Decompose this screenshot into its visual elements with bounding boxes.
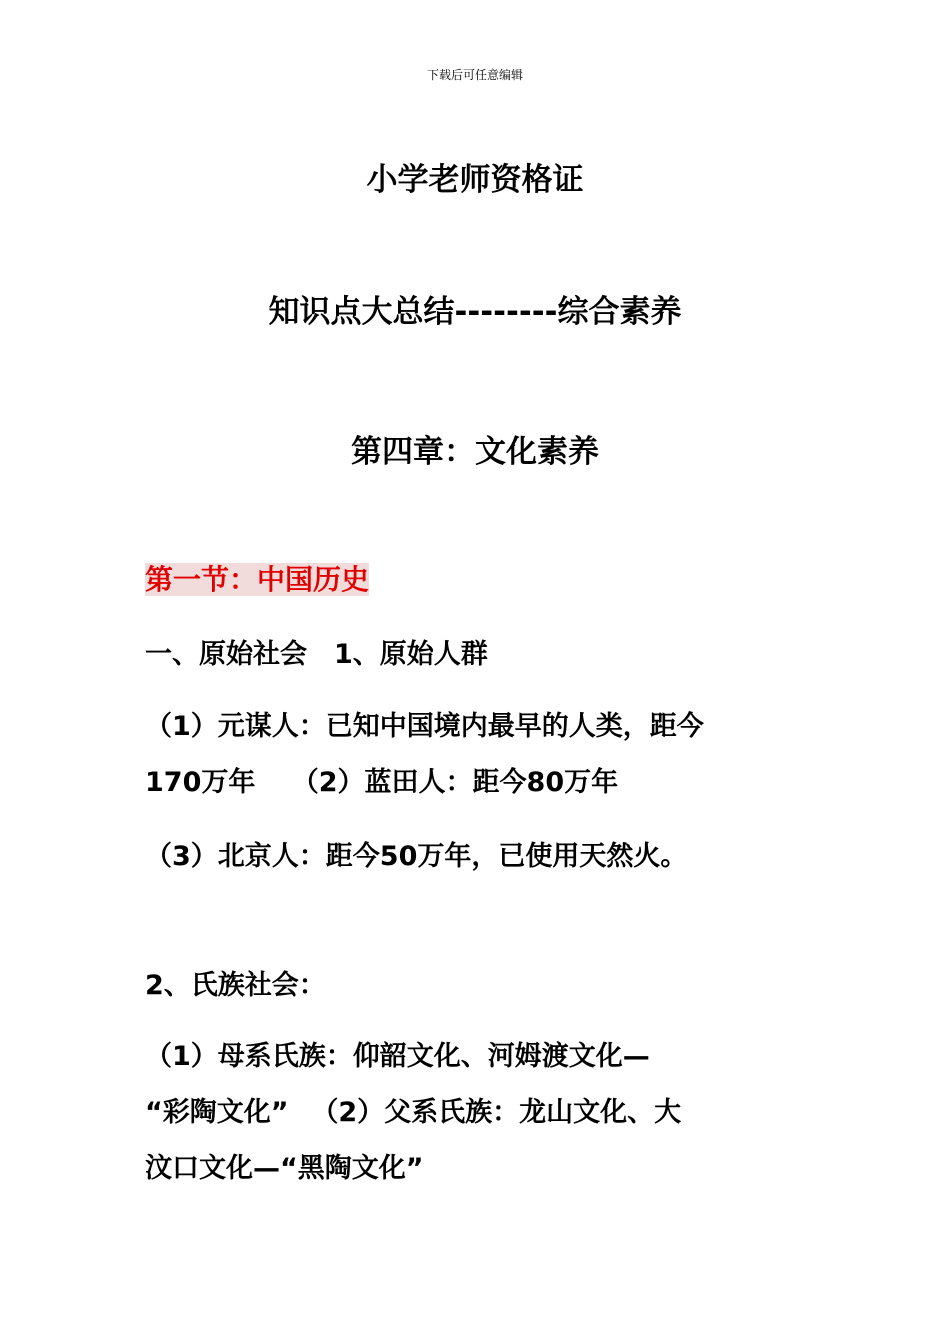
body-line-patriarchal: “彩陶文化” （2）父系氏族：龙山文化、大 (145, 1097, 682, 1128)
document-title: 小学老师资格证 (366, 162, 584, 198)
body-line-black-pottery: 汶口文化—“黑陶文化” (145, 1153, 424, 1184)
section-heading (145, 560, 369, 600)
body-line-yuanmou: （1）元谋人：已知中国境内最早的人类，距今 (145, 711, 704, 742)
document-subtitle: 知识点大总结--------综合素养 (268, 294, 682, 330)
body-line-matriarchal: （1）母系氏族：仰韶文化、河姆渡文化— (145, 1041, 650, 1072)
section-heading-label: 第一节：中国历史 (145, 563, 370, 596)
topic-line-clan-society: 2、氏族社会： (145, 970, 326, 1001)
chapter-title: 第四章：文化素养 (351, 434, 599, 470)
body-line-lantian: 170万年 （2）蓝田人：距今80万年 (145, 767, 619, 798)
topic-line-primitive-society: 一、原始社会 1、原始人群 (145, 639, 488, 670)
header-note: 下载后可任意编辑 (426, 68, 523, 82)
body-line-peking: （3）北京人：距今50万年，已使用天然火。 (145, 841, 688, 872)
